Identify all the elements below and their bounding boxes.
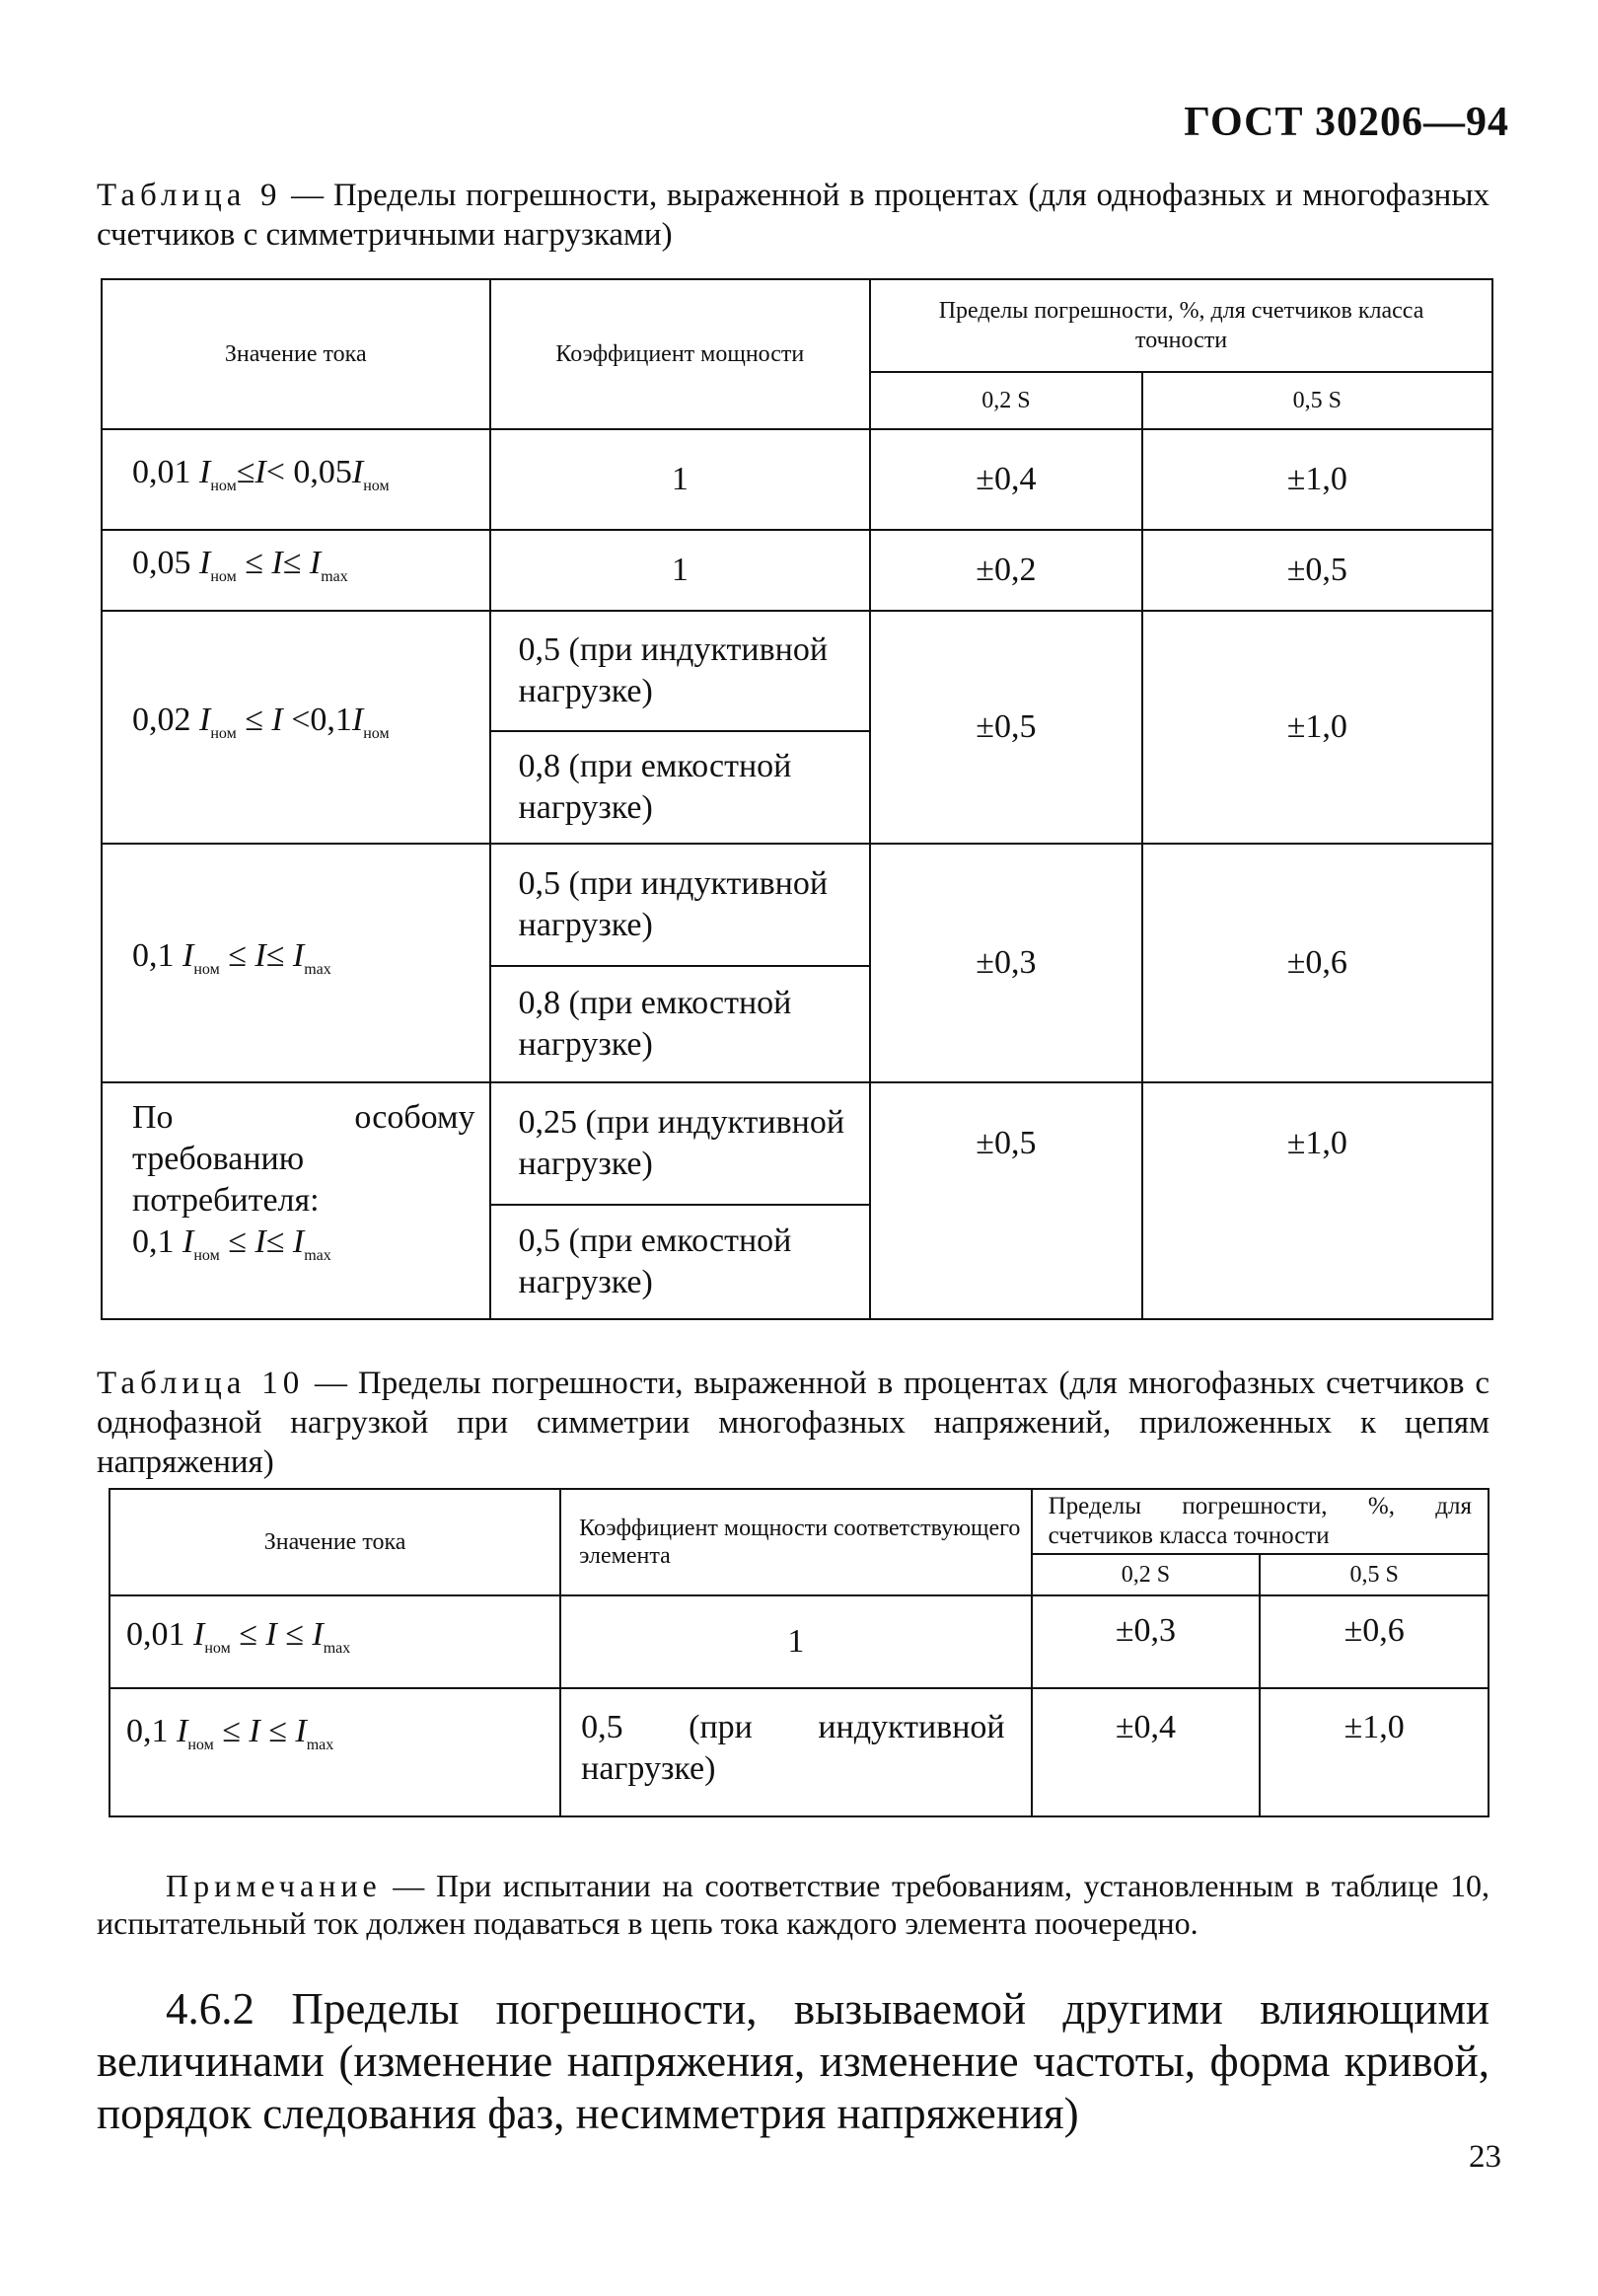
standard-code: ГОСТ 30206—94 <box>1184 100 1509 145</box>
table9-row4-pf-capacitive: 0,8 (при емкостной нагрузке) <box>490 966 871 1082</box>
table9-caption <box>97 176 1489 255</box>
table9-header-power-factor: Коэффициент мощности <box>490 279 871 429</box>
table9-row5-pf-inductive: 0,25 (при индуктивной нагрузке) <box>490 1082 871 1205</box>
table9-row5-pf-capacitive: 0,5 (при емкостной нагрузке) <box>490 1205 871 1319</box>
table9-row1-current: 0,01 $I_{ном}\le I< 0,05I_{ном}$ <box>102 429 490 530</box>
table9-header-limits: Пределы погрешности, %, для счетчиков класса точности <box>870 279 1492 372</box>
table9-row3-v1: ±0,5 <box>870 611 1142 844</box>
table9-row4-v1: ±0,3 <box>870 844 1142 1082</box>
table10-caption-label: Таблица 10 <box>97 1366 305 1401</box>
table9-caption-label: Таблица 9 <box>97 178 282 213</box>
table9-row2-current: 0,05 $I_{ном} \le I\le I_{max}$ <box>102 530 490 611</box>
table10-caption-text: — Пределы погрешности, выраженной в процентах (для многофазных счетчиков с однофазной нагрузкой при симметрии многофазных напряжений, приложенных к цепям напряжения) <box>97 1366 1489 1480</box>
table9-row5-current <box>102 1082 490 1319</box>
table9-header-class-02s: 0,2 S <box>870 372 1142 429</box>
table10-row1-current: 0,01 $I_{ном} \le I \le I_{max}$ <box>109 1595 560 1688</box>
table-row <box>102 1082 1492 1205</box>
table10-header-current: Значение тока <box>109 1489 560 1595</box>
section-4-6-2: 4.6.2 Пределы погрешности, вызываемой другими влияющими величинами (изменение напряжения, изменение частоты, форма кривой, порядок следования фаз, несимметрия напряжения) <box>97 1984 1489 2138</box>
table9-row3-pf-inductive: 0,5 (при индуктивной нагрузке) <box>490 611 871 731</box>
table9-row2-pf: 1 <box>490 530 871 611</box>
table9 <box>101 278 1493 1320</box>
table9-row5-current-formula: 0,1 $I_{ном} \le I\le I_{max}$ <box>132 1223 331 1264</box>
table10-row2-current: 0,1 $I_{ном} \le I \le I_{max}$ <box>109 1688 560 1816</box>
table10-row2-v2: ±1,0 <box>1260 1688 1489 1816</box>
table9-row1-v2: ±1,0 <box>1142 429 1492 530</box>
page-number: 23 <box>1469 2139 1501 2175</box>
note <box>97 1867 1489 1942</box>
table10-row2-v1: ±0,4 <box>1032 1688 1261 1816</box>
table9-row2-v1: ±0,2 <box>870 530 1142 611</box>
table-row <box>109 1688 1489 1816</box>
table9-row5-v2: ±1,0 <box>1142 1082 1492 1319</box>
table10-row1-pf: 1 <box>560 1595 1031 1688</box>
table9-row1-v1: ±0,4 <box>870 429 1142 530</box>
table9-header-current: Значение тока <box>102 279 490 429</box>
table10-header-class-05s: 0,5 S <box>1260 1554 1489 1595</box>
table9-row4-pf-inductive: 0,5 (при индуктивной нагрузке) <box>490 844 871 966</box>
table10-header-class-02s: 0,2 S <box>1032 1554 1261 1595</box>
table9-row4-current: 0,1 $I_{ном} \le I\le I_{max}$ <box>102 844 490 1082</box>
table9-row2-v2: ±0,5 <box>1142 530 1492 611</box>
table-row <box>102 844 1492 966</box>
table9-caption-text: — Пределы погрешности, выраженной в процентах (для однофазных и многофазных счетчиков с симметричными нагрузками) <box>97 178 1489 253</box>
note-label: Примечание <box>166 1868 382 1903</box>
table9-row1-pf: 1 <box>490 429 871 530</box>
table10-header-limits: Пределы погрешности, %, для счетчиков класса точности <box>1032 1489 1489 1554</box>
table-row <box>102 530 1492 611</box>
table9-row3-current: 0,02 $I_{ном} \le I <0,1I_{ном}$ <box>102 611 490 844</box>
table10-header-power-factor: Коэффициент мощности соответствующего элемента <box>560 1489 1031 1595</box>
table-row <box>102 429 1492 530</box>
table10-row1-v1: ±0,3 <box>1032 1595 1261 1688</box>
table9-header-class-05s: 0,5 S <box>1142 372 1492 429</box>
table10-row2-pf: 0,5 (при индуктивной нагрузке) <box>560 1688 1031 1816</box>
table-row <box>102 611 1492 731</box>
table10-caption <box>97 1364 1489 1482</box>
table9-row5-v1: ±0,5 <box>870 1082 1142 1319</box>
table10-row1-v2: ±0,6 <box>1260 1595 1489 1688</box>
note-text: — При испытании на соответствие требованиям, установленным в таблице 10, испытательный ток должен подаваться в цепь тока каждого элемента поочередно. <box>97 1868 1489 1941</box>
table9-row5-current-prefix: По особому требованию потребителя: <box>132 1099 475 1219</box>
table10 <box>109 1488 1489 1817</box>
table-row <box>109 1595 1489 1688</box>
table9-row3-pf-capacitive: 0,8 (при емкостной нагрузке) <box>490 731 871 844</box>
table9-row3-v2: ±1,0 <box>1142 611 1492 844</box>
table9-row4-v2: ±0,6 <box>1142 844 1492 1082</box>
